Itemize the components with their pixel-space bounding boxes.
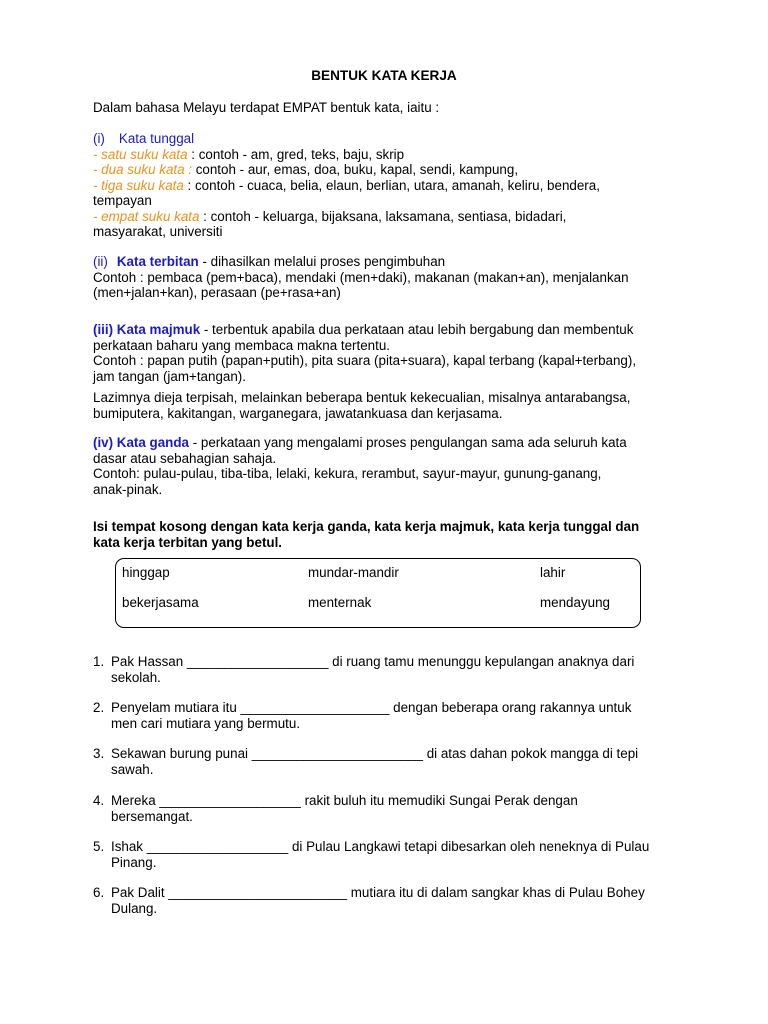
instruction-line-1: Isi tempat kosong dengan kata kerja ganda, kata kerja majmuk, kata kerja tunggal dan <box>93 519 640 534</box>
section-heading <box>93 131 683 147</box>
example-line-1: Contoh : pembaca (pem+baca), mendaki (men+daki), makanan (makan+an), menjalankan <box>93 269 629 285</box>
heading-number: (i) <box>93 131 105 146</box>
word-item: hinggap <box>122 565 170 580</box>
section-kata-terbitan <box>93 254 683 301</box>
word-item: bekerjasama <box>122 595 199 610</box>
question-line-2: sekolah. <box>111 669 161 685</box>
instruction-line-2: kata kerja terbitan yang betul. <box>93 534 283 550</box>
question-line-1: Pak Hassan ___________________ di ruang tamu menunggu kepulangan anaknya dari <box>111 654 635 669</box>
question-item <box>93 793 683 824</box>
line-empat-suku-cont: masyarakat, universiti <box>93 224 223 239</box>
question-line-2: Dulang. <box>111 900 158 916</box>
question-number: 2. <box>93 700 105 715</box>
question-number: 3. <box>93 746 105 761</box>
question-line-2: Pinang. <box>111 854 157 870</box>
section-kata-majmuk <box>93 322 683 421</box>
question-line-1: Ishak ___________________ di Pulau Langkawi tetapi dibesarkan oleh neneknya di Pulau <box>111 839 650 854</box>
note-line-1: Lazimnya dieja terpisah, melainkan beberapa bentuk kekecualian, misalnya antarabangsa, <box>93 390 631 405</box>
line-tiga-suku <box>93 178 683 194</box>
intro-text: Dalam bahasa Melayu terdapat EMPAT bentuk kata, iaitu : <box>93 100 440 115</box>
word-bank-box <box>115 558 641 628</box>
text-dua-suku: contoh - aur, emas, doa, buku, kapal, sendi, kampung, <box>192 162 519 177</box>
heading-label: (iv) Kata ganda <box>93 435 189 450</box>
example-line-2: jam tangan (jam+tangan). <box>93 368 246 384</box>
question-line-1: Penyelam mutiara itu ____________________ dengan beberapa orang rakannya untuk <box>111 700 632 715</box>
heading-number: (ii) <box>93 254 108 269</box>
question-item <box>93 746 683 777</box>
question-item <box>93 654 683 685</box>
section-heading <box>93 254 683 270</box>
section-heading <box>93 322 683 338</box>
desc-line-2: dasar atau sebahagian sahaja. <box>93 450 277 466</box>
label-satu-suku: - satu suku kata <box>93 146 188 162</box>
text-empat-suku: : contoh - keluarga, bijaksana, laksamana, sentiasa, bidadari, <box>199 208 567 224</box>
section-heading <box>93 435 683 451</box>
line-satu-suku <box>93 147 683 163</box>
note-line-2: bumiputera, kakitangan, warganegara, jawatankuasa dan kerjasama. <box>93 405 503 421</box>
label-tiga-suku: - tiga suku kata <box>93 177 184 193</box>
heading-label: (iii) Kata majmuk <box>93 322 201 337</box>
question-line-2: sawah. <box>111 761 154 777</box>
question-item <box>93 839 683 870</box>
question-line-1: Pak Dalit ________________________ mutiara itu di dalam sangkar khas di Pulau Bohey <box>111 885 645 900</box>
question-number: 4. <box>93 793 105 808</box>
question-number: 5. <box>93 839 105 854</box>
word-item: mundar-mandir <box>308 565 399 580</box>
heading-desc: - perkataan yang mengalami proses pengulangan sama ada seluruh kata <box>188 435 627 450</box>
line-empat-suku <box>93 209 683 225</box>
line-dua-suku <box>93 162 683 178</box>
question-line-1: Mereka ___________________ rakit buluh itu memudiki Sungai Perak dengan <box>111 793 578 808</box>
label-dua-suku: - dua suku kata : <box>93 162 192 177</box>
heading-desc: - dihasilkan melalui proses pengimbuhan <box>198 254 446 269</box>
question-line-2: men cari mutiara yang bermutu. <box>111 715 301 731</box>
question-number: 6. <box>93 885 105 900</box>
example-line-2: anak-pinak. <box>93 481 163 497</box>
page-title: BENTUK KATA KERJA <box>311 68 457 83</box>
section-kata-tunggal <box>93 131 683 240</box>
label-empat-suku: - empat suku kata <box>93 208 200 224</box>
section-kata-ganda <box>93 435 683 497</box>
line-tiga-suku-cont: tempayan <box>93 193 152 208</box>
question-item <box>93 700 683 731</box>
desc-line-2: perkataan baharu yang membaca makna tertentu. <box>93 337 391 353</box>
word-item: lahir <box>540 565 566 580</box>
text-tiga-suku: : contoh - cuaca, belia, elaun, berlian, utara, amanah, keliru, bendera, <box>183 177 600 193</box>
question-line-1: Sekawan burung punai _______________________ di atas dahan pokok mangga di tepi <box>111 746 639 761</box>
question-number: 1. <box>93 654 105 669</box>
question-line-2: bersemangat. <box>111 808 193 824</box>
example-line-1: Contoh : papan putih (papan+putih), pita suara (pita+suara), kapal terbang (kapal+terbang), <box>93 353 637 368</box>
word-item: menternak <box>308 595 372 610</box>
heading-desc: - terbentuk apabila dua perkataan atau lebih bergabung dan membentuk <box>200 322 634 337</box>
heading-label: Kata tunggal <box>118 131 195 146</box>
example-line-1: Contoh: pulau-pulau, tiba-tiba, lelaki, kekura, rerambut, sayur-mayur, gunung-ganang, <box>93 466 602 481</box>
instruction <box>93 519 683 550</box>
heading-label: Kata terbitan <box>116 254 199 269</box>
example-line-2: (men+jalan+kan), perasaan (pe+rasa+an) <box>93 285 341 300</box>
word-item: mendayung <box>540 595 610 610</box>
text-satu-suku: : contoh - am, gred, teks, baju, skrip <box>187 146 405 162</box>
question-item <box>93 885 683 916</box>
